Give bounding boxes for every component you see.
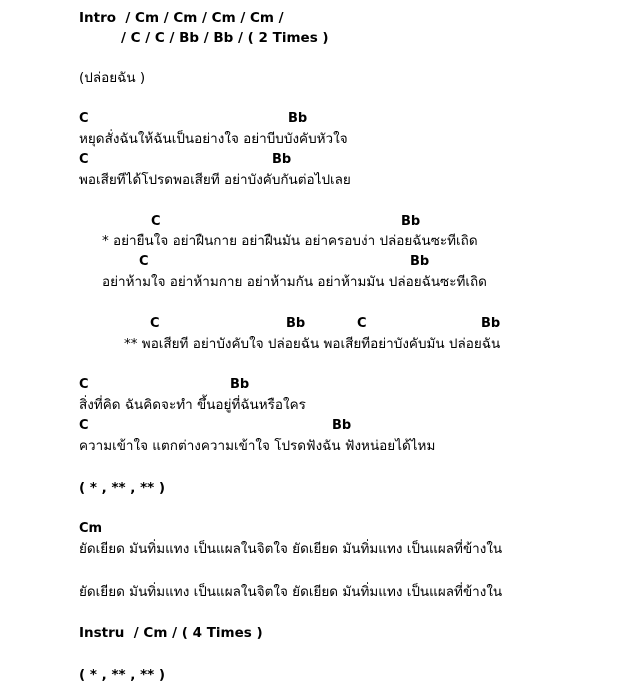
repeat-marker: ( * , ** , ** )	[79, 480, 166, 496]
chord: Bb	[481, 316, 501, 331]
chord: Bb	[286, 316, 306, 331]
chord: C	[151, 214, 161, 229]
chord: Bb	[288, 111, 308, 126]
lyric-line: ยัดเยียด มันทิ่มแทง เป็นแผลในจิตใจ ยัดเยียด มันทิ่มแทง เป็นแผลที่ข้างใน	[79, 584, 503, 600]
lyric-line: หยุดสั่งฉันให้ฉันเป็นอย่างใจ อย่าบีบบังคับหัวใจ	[79, 131, 348, 147]
chord: Bb	[410, 254, 430, 269]
chord: Cm	[79, 521, 103, 536]
chord: C	[79, 111, 89, 126]
repeat-marker: ( * , ** , ** )	[79, 667, 166, 683]
intro-line-1: Intro / Cm / Cm / Cm / Cm /	[79, 10, 284, 26]
chord: C	[139, 254, 149, 269]
release-label: (ปล่อยฉัน )	[79, 70, 146, 86]
lyric-line: พอเสียทีได้โปรดพอเสียที อย่าบังคับกันต่อไปเลย	[79, 172, 351, 188]
intro-line-2: / C / C / Bb / Bb / ( 2 Times )	[121, 30, 329, 46]
lyric-line: ** พอเสียที อย่าบังคับใจ ปล่อยฉัน พอเสียทีอย่าบังคับมัน ปล่อยฉัน	[124, 336, 501, 352]
lyric-line: อย่าห้ามใจ อย่าห้ามกาย อย่าห้ามกัน อย่าห้ามมัน ปล่อยฉันซะทีเถิด	[102, 274, 487, 290]
chord: C	[357, 316, 367, 331]
lyric-line: ความเข้าใจ แตกต่างความเข้าใจ โปรดฟังฉัน ฟังหน่อยได้ไหม	[79, 438, 436, 454]
chord: C	[79, 377, 89, 392]
chord: C	[79, 418, 89, 433]
lyric-line: สิ่งที่คิด ฉันคิดจะทำ ขึ้นอยู่ที่ฉันหรือใคร	[79, 397, 306, 413]
chord: C	[79, 152, 89, 167]
chord: Bb	[401, 214, 421, 229]
lyric-line: ยัดเยียด มันทิ่มแทง เป็นแผลในจิตใจ ยัดเยียด มันทิ่มแทง เป็นแผลที่ข้างใน	[79, 541, 503, 557]
instrumental-line: Instru / Cm / ( 4 Times )	[79, 625, 263, 641]
chord: Bb	[332, 418, 352, 433]
chord: C	[150, 316, 160, 331]
chord: Bb	[230, 377, 250, 392]
lyric-line: * อย่ายืนใจ อย่าฝืนกาย อย่าฝืนมัน อย่าครอบง่า ปล่อยฉันซะทีเถิด	[102, 233, 478, 249]
chord: Bb	[272, 152, 292, 167]
